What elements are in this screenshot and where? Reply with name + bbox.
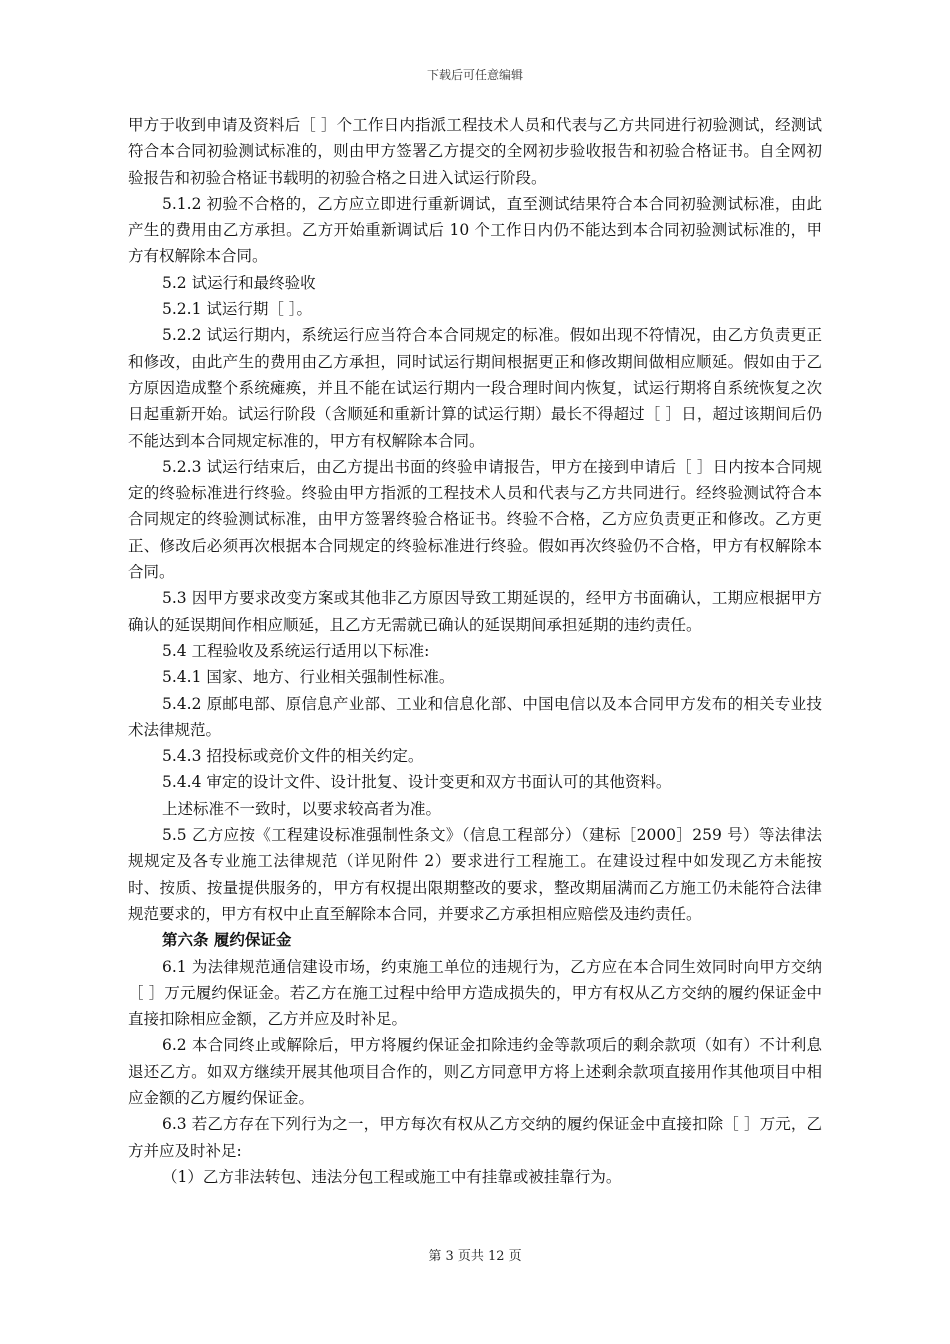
clause-6-1: 6.1 为法律规范通信建设市场，约束施工单位的违规行为，乙方应在本合同生效同时向甲方交纳［ ］万元履约保证金。若乙方在施工过程中给甲方造成损失的，甲方有权从乙方交纳的履约保证金中直接扣除相应金额，乙方并应及时补足。: [128, 957, 822, 1029]
header-note: 下载后可任意编辑: [426, 68, 523, 82]
article-6-title: 第六条 履约保证金: [162, 931, 292, 950]
clause-5-2-1: 5.2.1 试运行期［ ］。: [162, 300, 313, 319]
clause-5-2-heading: 5.2 试运行和最终验收: [162, 273, 316, 292]
clause-5-1-2: 5.1.2 初验不合格的，乙方应立即进行重新调试，直至测试结果符合本合同初验测试标准，由此产生的费用由乙方承担。乙方开始重新调试后 10 个工作日内仍不能达到本合同初验测试标准的，甲方有权解除本合同。: [128, 194, 822, 266]
clause-5-4-3: 5.4.3 招投标或竞价文件的相关约定。: [162, 747, 424, 766]
clause-5-4-4: 5.4.4 审定的设计文件、设计批复、设计变更和双方书面认可的其他资料。: [162, 773, 672, 792]
clause-5-4-1: 5.4.1 国家、地方、行业相关强制性标准。: [162, 668, 455, 687]
clause-5-4: 5.4 工程验收及系统运行适用以下标准:: [162, 641, 430, 660]
clause-6-3: 6.3 若乙方存在下列行为之一，甲方每次有权从乙方交纳的履约保证金中直接扣除［ ］万元，乙方并应及时补足:: [128, 1115, 822, 1160]
clause-6-3-item-1: （1）乙方非法转包、违法分包工程或施工中有挂靠或被挂靠行为。: [162, 1167, 622, 1186]
page-number: 第 3 页共 12 页: [428, 1249, 522, 1264]
paragraph-initial-acceptance: 甲方于收到申请及资料后［ ］个工作日内指派工程技术人员和代表与乙方共同进行初验测试，经测试符合本合同初验测试标准的，则由甲方签署乙方提交的全网初步验收报告和初验合格证书。自全网初验报告和初验合格证书载明的初验合格之日进入试运行阶段。: [128, 116, 822, 187]
clause-5-3: 5.3 因甲方要求改变方案或其他非乙方原因导致工期延误的，经甲方书面确认，工期应根据甲方确认的延误期间作相应顺延，且乙方无需就已确认的延误期间承担延期的违约责任。: [128, 589, 822, 634]
standards-note: 上述标准不一致时，以要求较高者为准。: [162, 799, 442, 818]
clause-5-4-2: 5.4.2 原邮电部、原信息产业部、工业和信息化部、中国电信以及本合同甲方发布的相关专业技术法律规范。: [128, 694, 822, 739]
clause-5-5: 5.5 乙方应按《工程建设标准强制性条文》（信息工程部分）（建标［2000］259 号）等法律法规规定及各专业施工法律规范（详见附件 2）要求进行工程施工。在建设过程中如发现乙方未能按时、按质、按量提供服务的，甲方有权提出限期整改的要求，整改期届满而乙方施工仍未能符合法律规范要求的，甲方有权中止直至解除本合同，并要求乙方承担相应赔偿及违约责任。: [128, 826, 822, 923]
clause-6-2: 6.2 本合同终止或解除后，甲方将履约保证金扣除违约金等款项后的剩余款项（如有）不计利息退还乙方。如双方继续开展其他项目合作的，则乙方同意甲方将上述剩余款项直接用作其他项目中相应金额的乙方履约保证金。: [128, 1036, 822, 1107]
clause-5-2-3: 5.2.3 试运行结束后，由乙方提出书面的终验申请报告，甲方在接到申请后［ ］日内按本合同规定的终验标准进行终验。终验由甲方指派的工程技术人员和代表与乙方共同进行。经终验测试符合本合同规定的终验测试标准，由甲方签署终验合格证书。终验不合格，乙方应负责更正和修改。乙方更正、修改后必须再次根据本合同规定的终验标准进行终验。假如再次终验仍不合格，甲方有权解除本合同。: [128, 457, 822, 582]
clause-5-2-2: 5.2.2 试运行期内，系统运行应当符合本合同规定的标准。假如出现不符情况，由乙方负责更正和修改，由此产生的费用由乙方承担，同时试运行期间根据更正和修改期间做相应顺延。假如由于乙方原因造成整个系统瘫痪，并且不能在试运行期内一段合理时间内恢复，试运行期将自系统恢复之次日起重新开始。试运行阶段（含顺延和重新计算的试运行期）最长不得超过［ ］日，超过该期间后仍不能达到本合同规定标准的，甲方有权解除本合同。: [128, 326, 822, 450]
document-body: [128, 112, 822, 1190]
